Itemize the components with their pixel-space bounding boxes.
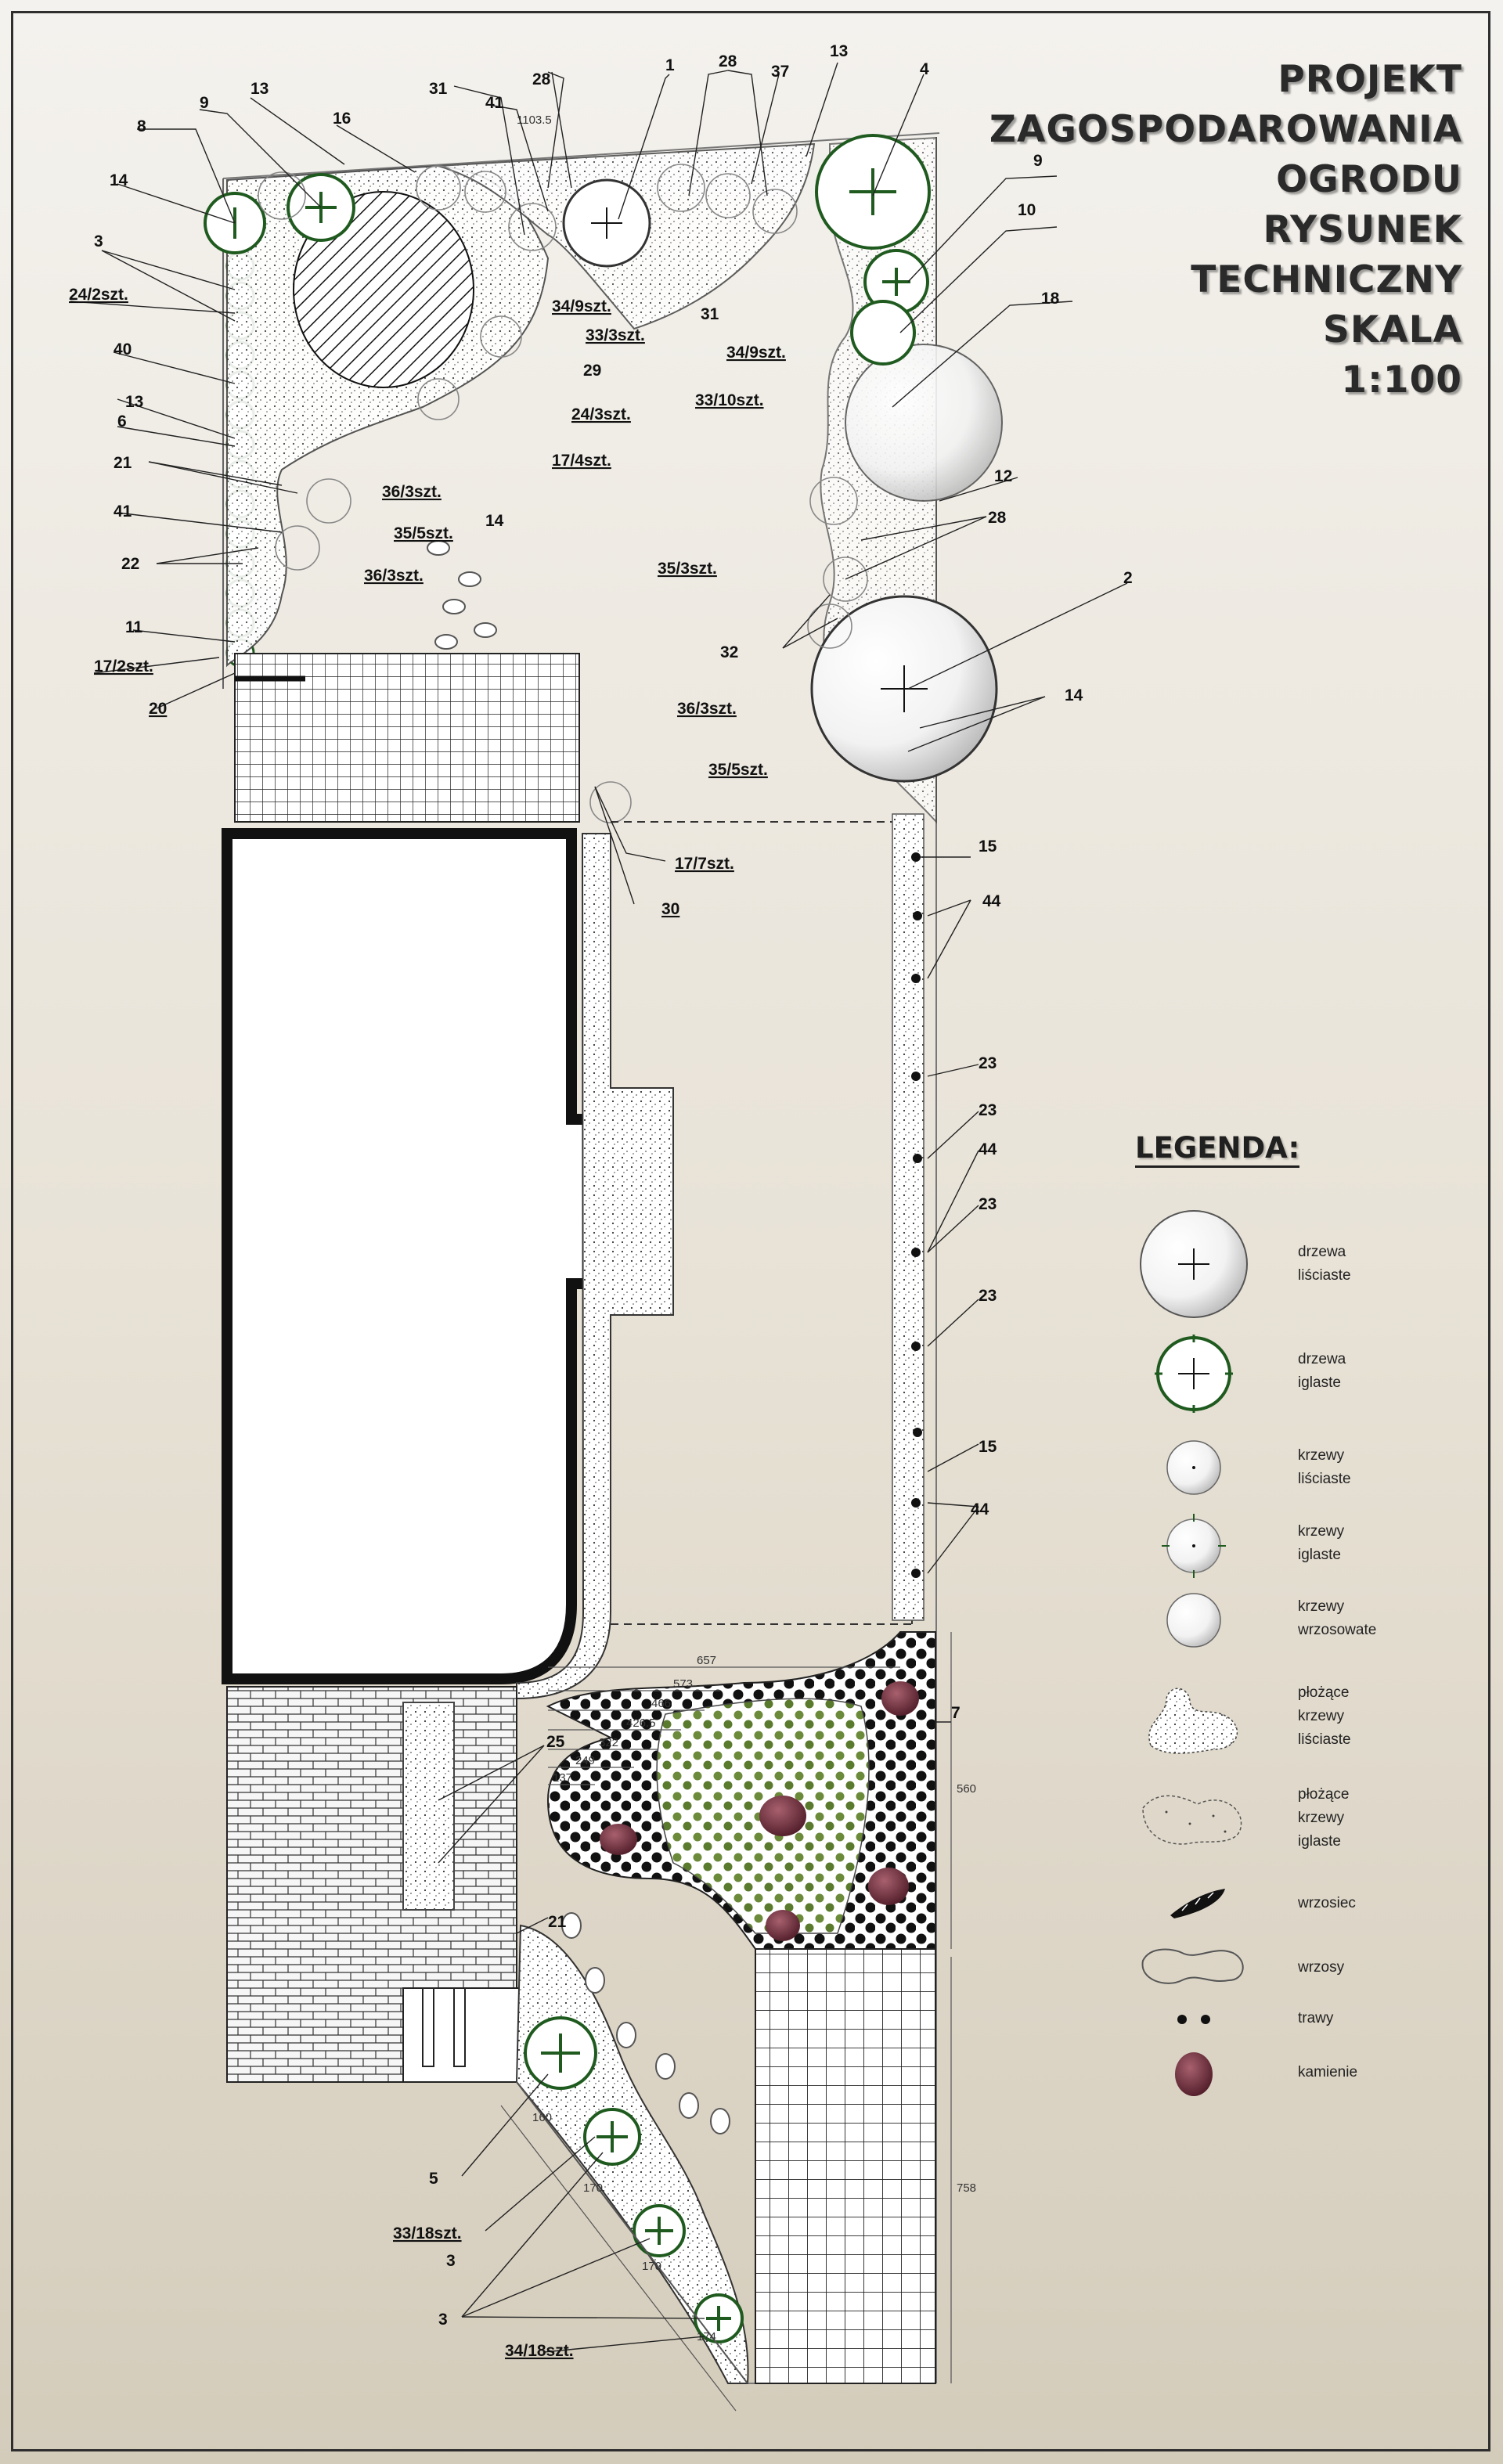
plant-label: 24/3szt. (571, 405, 631, 423)
heather-bed-icon (1135, 1937, 1252, 1992)
plant-label: 17/4szt. (552, 452, 611, 470)
creeping-deciduous-icon (1135, 1675, 1252, 1761)
legend-item-grasses (1135, 2004, 1401, 2043)
svg-text:560: 560 (957, 1782, 977, 1796)
plant-label: 31 (701, 305, 719, 323)
svg-text:758: 758 (957, 2181, 977, 2195)
plant-label: 11 (125, 618, 143, 636)
plant-label: 23 (979, 1287, 997, 1305)
plant-label: 35/5szt. (708, 761, 768, 779)
legend-item-deciduous-trees (1135, 1205, 1401, 1338)
entrance-gate (403, 1988, 521, 2082)
legend-item-conifer-trees (1135, 1331, 1401, 1417)
creeping-conifer-icon (1135, 1777, 1252, 1855)
garden-path-tiles (755, 1949, 935, 2383)
plant-label: 29 (583, 362, 602, 380)
plant-label: 3 (446, 2252, 456, 2270)
plant-label: 30 (661, 900, 680, 918)
legend-item-heather-bed (1135, 1937, 1401, 1992)
legend-label: trawy (1298, 2010, 1334, 2026)
plant-label: 34/9szt. (552, 297, 611, 315)
legend-label: krzewy liściaste (1298, 1447, 1351, 1487)
plant-label: 4 (920, 60, 929, 78)
deciduous-shrub-icon (1135, 1436, 1252, 1499)
heather-shrub-icon (1135, 1589, 1252, 1652)
plant-label: 9 (1033, 152, 1043, 170)
stone-icon (1135, 2047, 1252, 2102)
title-line: TECHNICZNY (1191, 258, 1462, 301)
plant-label: 35/3szt. (658, 560, 717, 578)
legend-item-deciduous-shrubs (1135, 1436, 1401, 1507)
plant-label: 18 (1041, 290, 1060, 308)
plant-label: 28 (719, 52, 737, 70)
plant-label: 28 (532, 70, 551, 88)
plant-label: 33/3szt. (586, 326, 645, 344)
title-line: RYSUNEK (1263, 208, 1462, 251)
plant-label: 37 (771, 63, 790, 81)
plant-label: 22 (121, 555, 140, 573)
plant-label: 17/2szt. (94, 657, 153, 675)
svg-text:170: 170 (583, 2181, 604, 2195)
legend-item-heather (1135, 1882, 1401, 1929)
plant-label: 36/3szt. (677, 700, 737, 718)
legend-label: drzewa liściaste (1298, 1244, 1351, 1284)
plant-label: 12 (994, 467, 1013, 485)
border-gravel-strip (892, 814, 924, 1620)
plant-label: 24/2szt. (69, 286, 128, 304)
plant-label: 31 (429, 80, 448, 98)
legend-label: płożące krzewy iglaste (1298, 1786, 1350, 1850)
project-title (899, 55, 1462, 405)
plant-label: 5 (429, 2170, 438, 2188)
plant-label: 3 (94, 232, 103, 250)
plant-label: 23 (979, 1054, 997, 1072)
plant-label: 15 (979, 838, 997, 856)
plant-label: 13 (830, 42, 849, 60)
plant-label: 3 (438, 2311, 448, 2329)
plant-label: 32 (720, 643, 739, 661)
plant-label: 13 (125, 393, 144, 411)
legend-label: krzewy iglaste (1298, 1523, 1345, 1563)
title-line: PROJEKT (1278, 58, 1462, 101)
plant-label: 36/3szt. (364, 567, 424, 585)
plant-label: 33/18szt. (393, 2224, 462, 2242)
plant-label: 41 (114, 503, 132, 521)
plant-label: 15 (979, 1438, 997, 1456)
legend-item-creeping-conifer (1135, 1777, 1401, 1863)
legend-label: kamienie (1298, 2064, 1358, 2080)
plant-label: 14 (110, 171, 128, 189)
plant-label: 44 (979, 1140, 997, 1158)
title-line: SKALA (1323, 308, 1462, 351)
title-line: OGRODU (1276, 158, 1462, 201)
legend-label: krzewy wrzosowate (1298, 1598, 1377, 1638)
plant-label: 23 (979, 1195, 997, 1213)
entrance-bed (403, 1702, 454, 1910)
plant-label: 14 (1065, 686, 1083, 704)
svg-text:160: 160 (532, 2111, 553, 2124)
svg-text:322: 322 (599, 1736, 619, 1749)
svg-text:137: 137 (553, 1771, 573, 1785)
conifer-tree-icon (1135, 1331, 1252, 1417)
plant-label: 2 (1123, 569, 1133, 587)
plant-label: 44 (971, 1500, 989, 1518)
plant-label: 17/7szt. (675, 855, 734, 873)
plant-label: 16 (333, 110, 351, 128)
svg-text:249: 249 (575, 1754, 596, 1767)
svg-text:466: 466 (651, 1697, 672, 1710)
plant-label: 34/18szt. (505, 2342, 574, 2360)
heather-icon (1135, 1882, 1252, 1922)
grass-icon (1135, 2004, 1252, 2035)
plant-label: 25 (546, 1733, 565, 1751)
plant-label: 7 (951, 1704, 961, 1722)
svg-text:426.5: 426.5 (626, 1717, 656, 1730)
plant-label: 21 (114, 454, 132, 472)
legend-heading: LEGENDA: (1135, 1131, 1299, 1168)
legend-item-creeping-deciduous (1135, 1675, 1401, 1761)
legend-item-conifer-shrubs (1135, 1511, 1401, 1581)
plant-label: 33/10szt. (695, 391, 764, 409)
plant-label: 36/3szt. (382, 483, 442, 501)
legend-label: wrzosiec (1298, 1895, 1356, 1911)
plant-label: 20 (149, 700, 168, 718)
svg-text:170: 170 (642, 2260, 662, 2273)
svg-text:1103.5: 1103.5 (517, 113, 552, 127)
legend-label: płożące krzewy liściaste (1298, 1684, 1351, 1748)
plant-label: 9 (200, 94, 209, 112)
house-outline (227, 834, 642, 1679)
plant-label: 14 (485, 512, 504, 530)
deciduous-tree-icon (1135, 1205, 1252, 1323)
plant-label: 28 (988, 509, 1007, 527)
legend-label: wrzosy (1298, 1959, 1345, 1976)
plant-label: 1 (665, 56, 675, 74)
svg-text:573: 573 (673, 1677, 694, 1691)
svg-text:657: 657 (697, 1654, 717, 1667)
conifer-shrub-icon (1135, 1511, 1252, 1581)
legend-item-stones (1135, 2047, 1401, 2102)
svg-text:174: 174 (697, 2330, 717, 2343)
legend (1135, 1131, 1393, 2080)
plant-label: 13 (250, 80, 269, 98)
plant-label: 34/9szt. (726, 344, 786, 362)
plant-label: 10 (1018, 201, 1036, 219)
plant-label: 23 (979, 1101, 997, 1119)
title-line: ZAGOSPODAROWANIA (989, 108, 1462, 151)
title-line: 1:100 (1341, 358, 1462, 402)
legend-label: drzewa iglaste (1298, 1351, 1346, 1391)
plant-label: 6 (117, 412, 127, 430)
plant-label: 44 (982, 892, 1001, 910)
legend-item-heather-shrubs (1135, 1589, 1401, 1659)
stepping-stones-top (427, 541, 496, 649)
plant-label: 8 (137, 117, 146, 135)
plant-label: 40 (114, 340, 132, 358)
plant-label: 35/5szt. (394, 524, 453, 542)
plant-label: 41 (485, 94, 504, 112)
plant-label: 21 (548, 1913, 567, 1931)
